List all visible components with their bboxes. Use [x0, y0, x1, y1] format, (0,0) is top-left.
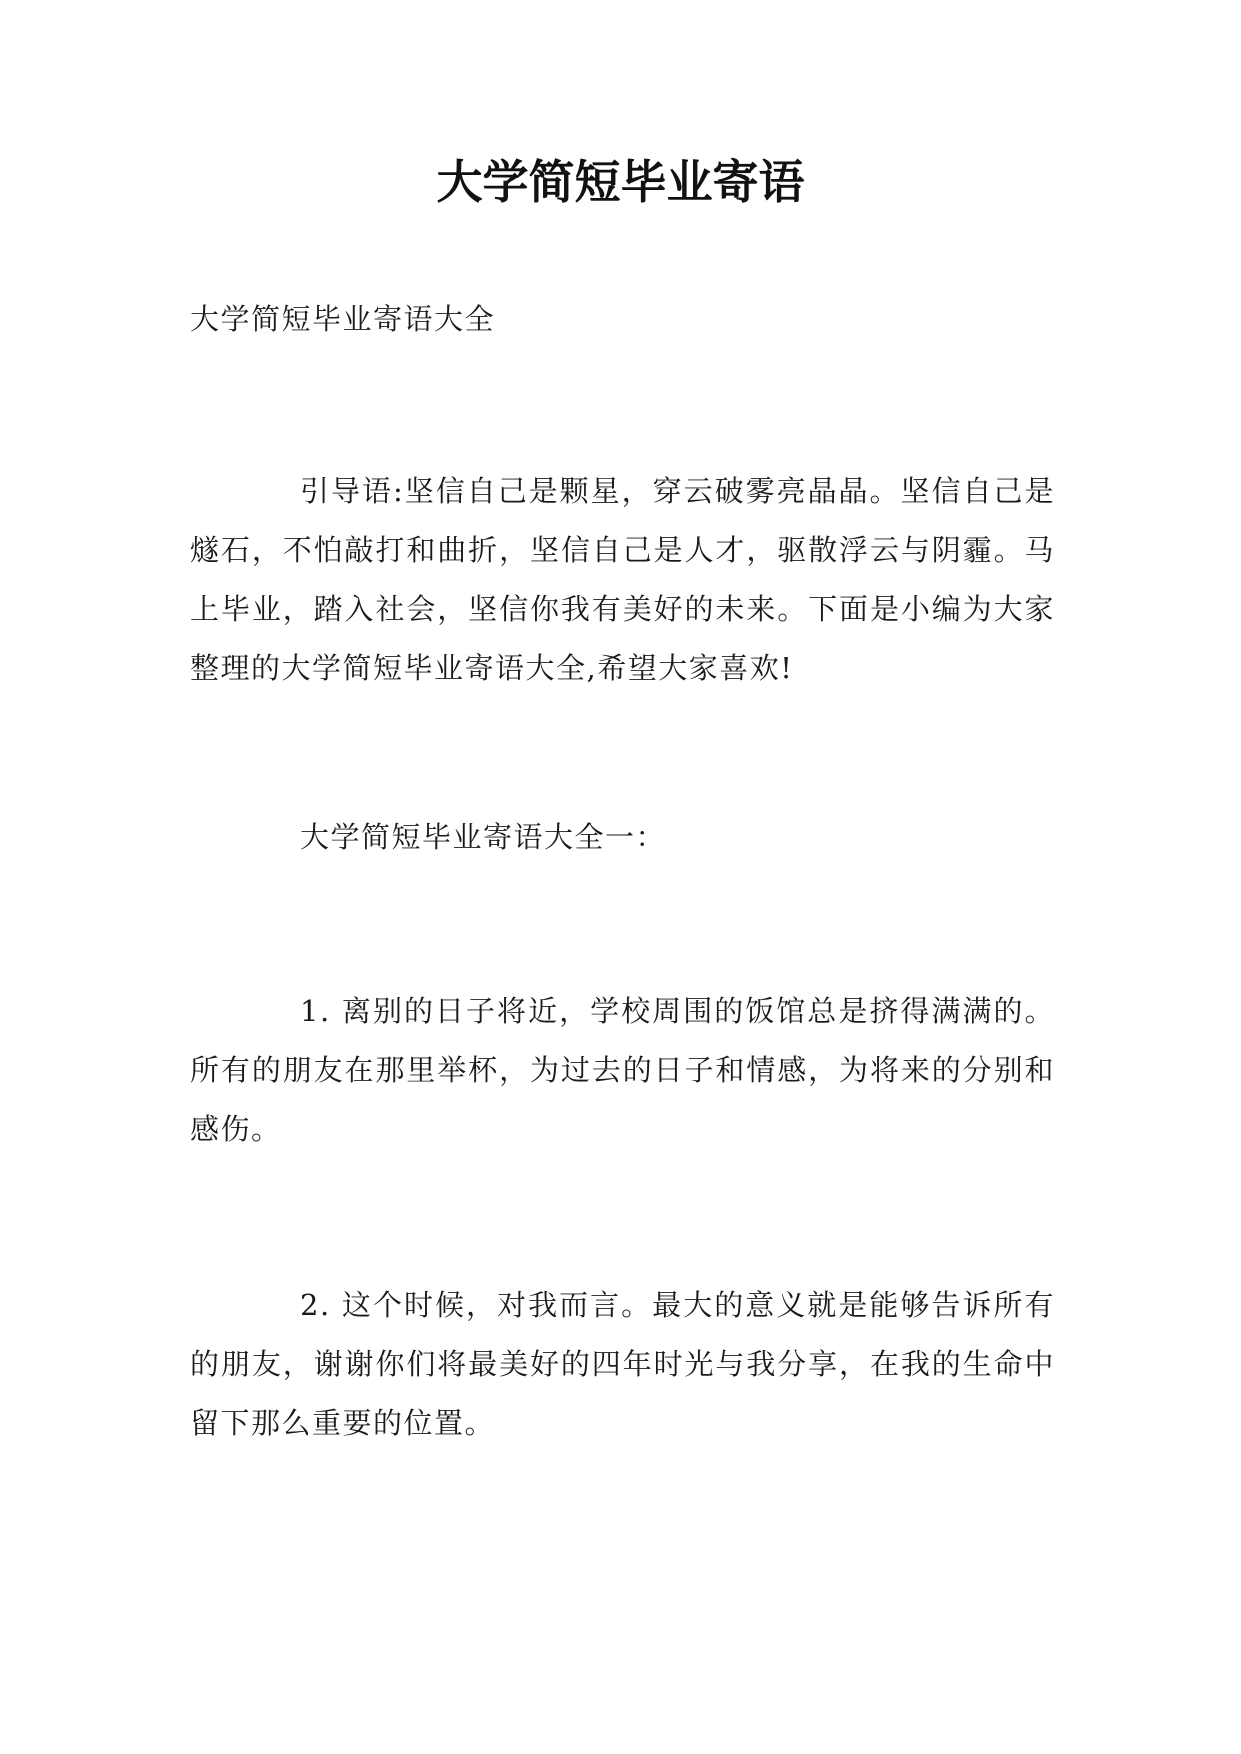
intro-paragraph: 引导语:坚信自己是颗星，穿云破雾亮晶晶。坚信自己是燧石，不怕敲打和曲折，坚信自己是人才，驱散浮云与阴霾。马上毕业，踏入社会，坚信你我有美好的未来。下面是小编为大家整理的大学简短毕业寄语大全,希望大家喜欢! [190, 474, 1055, 685]
section-heading: 大学简短毕业寄语大全一： [300, 820, 667, 854]
list-item: 1. 离别的日子将近，学校周围的饭馆总是挤得满满的。所有的朋友在那里举杯，为过去的日子和情感，为将来的分别和感伤。 [190, 994, 1055, 1146]
document-subtitle: 大学简短毕业寄语大全 [190, 302, 496, 336]
document-title: 大学简短毕业寄语 [436, 155, 805, 209]
list-item: 2. 这个时候，对我而言。最大的意义就是能够告诉所有的朋友，谢谢你们将最美好的四年时光与我分享，在我的生命中留下那么重要的位置。 [190, 1288, 1055, 1440]
